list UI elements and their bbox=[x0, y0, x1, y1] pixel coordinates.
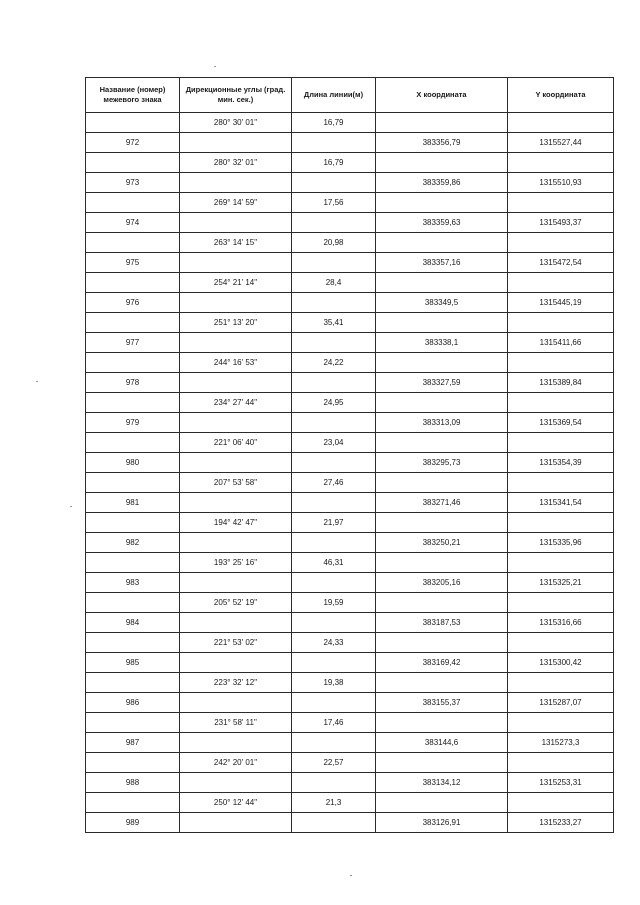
y-coordinate-cell: 1315493,37 bbox=[508, 213, 614, 233]
y-coordinate-cell bbox=[508, 393, 614, 413]
line-length-cell bbox=[292, 573, 376, 593]
bearing-cell bbox=[180, 333, 292, 353]
mark-name-cell: 977 bbox=[86, 333, 180, 353]
line-length-cell bbox=[292, 333, 376, 353]
y-coordinate-cell: 1315472,54 bbox=[508, 253, 614, 273]
bearing-cell bbox=[180, 733, 292, 753]
x-coordinate-cell: 383271,46 bbox=[376, 493, 508, 513]
mark-name-cell bbox=[86, 513, 180, 533]
bearing-cell: 231° 58' 11" bbox=[180, 713, 292, 733]
mark-name-cell: 979 bbox=[86, 413, 180, 433]
table-row bbox=[86, 673, 614, 693]
line-length-cell bbox=[292, 733, 376, 753]
bearing-cell bbox=[180, 413, 292, 433]
line-length-cell bbox=[292, 773, 376, 793]
x-coordinate-cell: 383295,73 bbox=[376, 453, 508, 473]
line-length-cell: 24,95 bbox=[292, 393, 376, 413]
x-coordinate-cell bbox=[376, 313, 508, 333]
table-row bbox=[86, 193, 614, 213]
line-length-cell bbox=[292, 173, 376, 193]
y-coordinate-cell: 1315411,66 bbox=[508, 333, 614, 353]
y-coordinate-cell: 1315325,21 bbox=[508, 573, 614, 593]
x-coordinate-cell: 383126,91 bbox=[376, 813, 508, 833]
x-coordinate-cell bbox=[376, 673, 508, 693]
mark-name-cell bbox=[86, 713, 180, 733]
mark-name-cell bbox=[86, 153, 180, 173]
mark-name-cell bbox=[86, 193, 180, 213]
line-length-cell: 16,79 bbox=[292, 113, 376, 133]
line-length-cell: 19,38 bbox=[292, 673, 376, 693]
line-length-cell bbox=[292, 293, 376, 313]
table-row bbox=[86, 453, 614, 473]
table-row bbox=[86, 113, 614, 133]
bearing-cell bbox=[180, 573, 292, 593]
bearing-cell bbox=[180, 253, 292, 273]
table-row bbox=[86, 213, 614, 233]
bearing-cell bbox=[180, 653, 292, 673]
mark-name-cell: 981 bbox=[86, 493, 180, 513]
x-coordinate-cell bbox=[376, 353, 508, 373]
table-row bbox=[86, 173, 614, 193]
x-coordinate-cell: 383313,09 bbox=[376, 413, 508, 433]
line-length-cell: 35,41 bbox=[292, 313, 376, 333]
bearing-cell bbox=[180, 613, 292, 633]
x-coordinate-cell bbox=[376, 393, 508, 413]
mark-name-cell bbox=[86, 113, 180, 133]
line-length-cell: 21,97 bbox=[292, 513, 376, 533]
bearing-cell: 244° 16' 53" bbox=[180, 353, 292, 373]
header-x-coordinate: X координата bbox=[376, 78, 508, 113]
table-row bbox=[86, 753, 614, 773]
x-coordinate-cell bbox=[376, 193, 508, 213]
x-coordinate-cell: 383250,21 bbox=[376, 533, 508, 553]
y-coordinate-cell bbox=[508, 433, 614, 453]
y-coordinate-cell: 1315335,96 bbox=[508, 533, 614, 553]
table-row bbox=[86, 273, 614, 293]
y-coordinate-cell bbox=[508, 553, 614, 573]
table-row bbox=[86, 593, 614, 613]
bearing-cell: 254° 21' 14" bbox=[180, 273, 292, 293]
line-length-cell: 46,31 bbox=[292, 553, 376, 573]
y-coordinate-cell: 1315287,07 bbox=[508, 693, 614, 713]
table-row bbox=[86, 653, 614, 673]
table-row bbox=[86, 133, 614, 153]
bearing-cell bbox=[180, 213, 292, 233]
mark-name-cell: 980 bbox=[86, 453, 180, 473]
bearing-cell bbox=[180, 773, 292, 793]
mark-name-cell: 978 bbox=[86, 373, 180, 393]
table-row bbox=[86, 773, 614, 793]
mark-name-cell bbox=[86, 273, 180, 293]
y-coordinate-cell bbox=[508, 633, 614, 653]
table-row bbox=[86, 373, 614, 393]
line-length-cell: 20,98 bbox=[292, 233, 376, 253]
y-coordinate-cell: 1315354,39 bbox=[508, 453, 614, 473]
mark-name-cell bbox=[86, 233, 180, 253]
mark-name-cell: 982 bbox=[86, 533, 180, 553]
line-length-cell bbox=[292, 653, 376, 673]
mark-name-cell bbox=[86, 313, 180, 333]
bearing-cell: 250° 12' 44" bbox=[180, 793, 292, 813]
bearing-cell: 269° 14' 59" bbox=[180, 193, 292, 213]
x-coordinate-cell: 383169,42 bbox=[376, 653, 508, 673]
table-row bbox=[86, 813, 614, 833]
x-coordinate-cell: 383357,16 bbox=[376, 253, 508, 273]
bearing-cell: 221° 53' 02" bbox=[180, 633, 292, 653]
mark-name-cell: 984 bbox=[86, 613, 180, 633]
x-coordinate-cell bbox=[376, 153, 508, 173]
table-row bbox=[86, 153, 614, 173]
mark-name-cell bbox=[86, 633, 180, 653]
table-row bbox=[86, 333, 614, 353]
bearing-cell bbox=[180, 173, 292, 193]
table-row bbox=[86, 233, 614, 253]
x-coordinate-cell: 383155,37 bbox=[376, 693, 508, 713]
bearing-cell: 234° 27' 44" bbox=[180, 393, 292, 413]
bearing-cell bbox=[180, 533, 292, 553]
table-row bbox=[86, 693, 614, 713]
mark-name-cell bbox=[86, 433, 180, 453]
y-coordinate-cell: 1315273,3 bbox=[508, 733, 614, 753]
bearing-cell: 280° 30' 01" bbox=[180, 113, 292, 133]
mark-name-cell: 973 bbox=[86, 173, 180, 193]
mark-name-cell bbox=[86, 393, 180, 413]
table-row bbox=[86, 733, 614, 753]
x-coordinate-cell bbox=[376, 513, 508, 533]
bearing-cell: 251° 13' 20" bbox=[180, 313, 292, 333]
table-row bbox=[86, 413, 614, 433]
y-coordinate-cell: 1315253,31 bbox=[508, 773, 614, 793]
line-length-cell bbox=[292, 373, 376, 393]
mark-name-cell: 988 bbox=[86, 773, 180, 793]
bearing-cell bbox=[180, 453, 292, 473]
line-length-cell: 28,4 bbox=[292, 273, 376, 293]
y-coordinate-cell: 1315445,19 bbox=[508, 293, 614, 313]
x-coordinate-cell: 383356,79 bbox=[376, 133, 508, 153]
x-coordinate-cell bbox=[376, 753, 508, 773]
mark-name-cell bbox=[86, 473, 180, 493]
y-coordinate-cell: 1315233,27 bbox=[508, 813, 614, 833]
mark-name-cell bbox=[86, 673, 180, 693]
mark-name-cell: 983 bbox=[86, 573, 180, 593]
line-length-cell: 17,46 bbox=[292, 713, 376, 733]
scan-speck bbox=[350, 875, 352, 876]
table-row bbox=[86, 613, 614, 633]
line-length-cell bbox=[292, 253, 376, 273]
line-length-cell bbox=[292, 813, 376, 833]
scan-speck bbox=[214, 66, 216, 67]
line-length-cell bbox=[292, 613, 376, 633]
x-coordinate-cell: 383338,1 bbox=[376, 333, 508, 353]
x-coordinate-cell: 383205,16 bbox=[376, 573, 508, 593]
y-coordinate-cell: 1315527,44 bbox=[508, 133, 614, 153]
x-coordinate-cell: 383327,59 bbox=[376, 373, 508, 393]
line-length-cell bbox=[292, 493, 376, 513]
x-coordinate-cell bbox=[376, 553, 508, 573]
y-coordinate-cell: 1315510,93 bbox=[508, 173, 614, 193]
bearing-cell bbox=[180, 493, 292, 513]
y-coordinate-cell bbox=[508, 153, 614, 173]
line-length-cell bbox=[292, 413, 376, 433]
y-coordinate-cell bbox=[508, 113, 614, 133]
mark-name-cell bbox=[86, 593, 180, 613]
table-row bbox=[86, 353, 614, 373]
x-coordinate-cell bbox=[376, 793, 508, 813]
y-coordinate-cell bbox=[508, 273, 614, 293]
line-length-cell bbox=[292, 213, 376, 233]
line-length-cell: 22,57 bbox=[292, 753, 376, 773]
y-coordinate-cell bbox=[508, 473, 614, 493]
y-coordinate-cell bbox=[508, 193, 614, 213]
boundary-coordinates-table bbox=[85, 77, 614, 833]
line-length-cell: 19,59 bbox=[292, 593, 376, 613]
bearing-cell: 263° 14' 15" bbox=[180, 233, 292, 253]
y-coordinate-cell bbox=[508, 353, 614, 373]
bearing-cell: 221° 06' 40" bbox=[180, 433, 292, 453]
line-length-cell: 21,3 bbox=[292, 793, 376, 813]
mark-name-cell: 986 bbox=[86, 693, 180, 713]
header-line-length: Длина линии(м) bbox=[292, 78, 376, 113]
line-length-cell bbox=[292, 133, 376, 153]
table-row bbox=[86, 713, 614, 733]
bearing-cell bbox=[180, 813, 292, 833]
x-coordinate-cell bbox=[376, 593, 508, 613]
table-row bbox=[86, 253, 614, 273]
table-row bbox=[86, 433, 614, 453]
bearing-cell: 242° 20' 01" bbox=[180, 753, 292, 773]
y-coordinate-cell bbox=[508, 593, 614, 613]
x-coordinate-cell bbox=[376, 113, 508, 133]
line-length-cell bbox=[292, 693, 376, 713]
table-header-row bbox=[86, 78, 614, 113]
y-coordinate-cell: 1315316,66 bbox=[508, 613, 614, 633]
mark-name-cell bbox=[86, 753, 180, 773]
line-length-cell: 16,79 bbox=[292, 153, 376, 173]
x-coordinate-cell bbox=[376, 233, 508, 253]
bearing-cell: 194° 42' 47" bbox=[180, 513, 292, 533]
bearing-cell bbox=[180, 373, 292, 393]
mark-name-cell: 975 bbox=[86, 253, 180, 273]
table-row bbox=[86, 513, 614, 533]
x-coordinate-cell bbox=[376, 433, 508, 453]
y-coordinate-cell bbox=[508, 233, 614, 253]
y-coordinate-cell bbox=[508, 673, 614, 693]
y-coordinate-cell: 1315300,42 bbox=[508, 653, 614, 673]
line-length-cell bbox=[292, 533, 376, 553]
line-length-cell: 24,33 bbox=[292, 633, 376, 653]
mark-name-cell: 974 bbox=[86, 213, 180, 233]
x-coordinate-cell: 383144,6 bbox=[376, 733, 508, 753]
mark-name-cell bbox=[86, 793, 180, 813]
y-coordinate-cell bbox=[508, 713, 614, 733]
bearing-cell: 193° 25' 16" bbox=[180, 553, 292, 573]
y-coordinate-cell: 1315369,54 bbox=[508, 413, 614, 433]
line-length-cell: 17,56 bbox=[292, 193, 376, 213]
header-y-coordinate: Y координата bbox=[508, 78, 614, 113]
table-row bbox=[86, 493, 614, 513]
table-row bbox=[86, 293, 614, 313]
line-length-cell bbox=[292, 453, 376, 473]
y-coordinate-cell: 1315341,54 bbox=[508, 493, 614, 513]
bearing-cell bbox=[180, 693, 292, 713]
mark-name-cell: 972 bbox=[86, 133, 180, 153]
mark-name-cell: 985 bbox=[86, 653, 180, 673]
table-row bbox=[86, 393, 614, 413]
x-coordinate-cell: 383349,5 bbox=[376, 293, 508, 313]
table-row bbox=[86, 533, 614, 553]
x-coordinate-cell: 383187,53 bbox=[376, 613, 508, 633]
line-length-cell: 23,04 bbox=[292, 433, 376, 453]
mark-name-cell: 976 bbox=[86, 293, 180, 313]
line-length-cell: 24,22 bbox=[292, 353, 376, 373]
bearing-cell bbox=[180, 293, 292, 313]
x-coordinate-cell: 383359,86 bbox=[376, 173, 508, 193]
table-row bbox=[86, 473, 614, 493]
bearing-cell: 205° 52' 19" bbox=[180, 593, 292, 613]
header-bearing: Дирекционные углы (град. мин. сек.) bbox=[180, 78, 292, 113]
table-row bbox=[86, 553, 614, 573]
table-row bbox=[86, 793, 614, 813]
line-length-cell: 27,46 bbox=[292, 473, 376, 493]
table-body bbox=[86, 113, 614, 833]
table-row bbox=[86, 313, 614, 333]
table-row bbox=[86, 633, 614, 653]
y-coordinate-cell bbox=[508, 513, 614, 533]
scan-speck bbox=[70, 506, 72, 507]
x-coordinate-cell: 383359,63 bbox=[376, 213, 508, 233]
bearing-cell: 207° 53' 58" bbox=[180, 473, 292, 493]
bearing-cell: 223° 32' 12" bbox=[180, 673, 292, 693]
y-coordinate-cell bbox=[508, 793, 614, 813]
mark-name-cell bbox=[86, 353, 180, 373]
mark-name-cell: 989 bbox=[86, 813, 180, 833]
y-coordinate-cell: 1315389,84 bbox=[508, 373, 614, 393]
table-row bbox=[86, 573, 614, 593]
x-coordinate-cell bbox=[376, 713, 508, 733]
x-coordinate-cell bbox=[376, 633, 508, 653]
bearing-cell: 280° 32' 01" bbox=[180, 153, 292, 173]
y-coordinate-cell bbox=[508, 313, 614, 333]
x-coordinate-cell bbox=[376, 273, 508, 293]
mark-name-cell bbox=[86, 553, 180, 573]
y-coordinate-cell bbox=[508, 753, 614, 773]
scan-speck bbox=[36, 381, 38, 382]
x-coordinate-cell bbox=[376, 473, 508, 493]
header-mark-name: Название (номер) межевого знака bbox=[86, 78, 180, 113]
x-coordinate-cell: 383134,12 bbox=[376, 773, 508, 793]
mark-name-cell: 987 bbox=[86, 733, 180, 753]
bearing-cell bbox=[180, 133, 292, 153]
